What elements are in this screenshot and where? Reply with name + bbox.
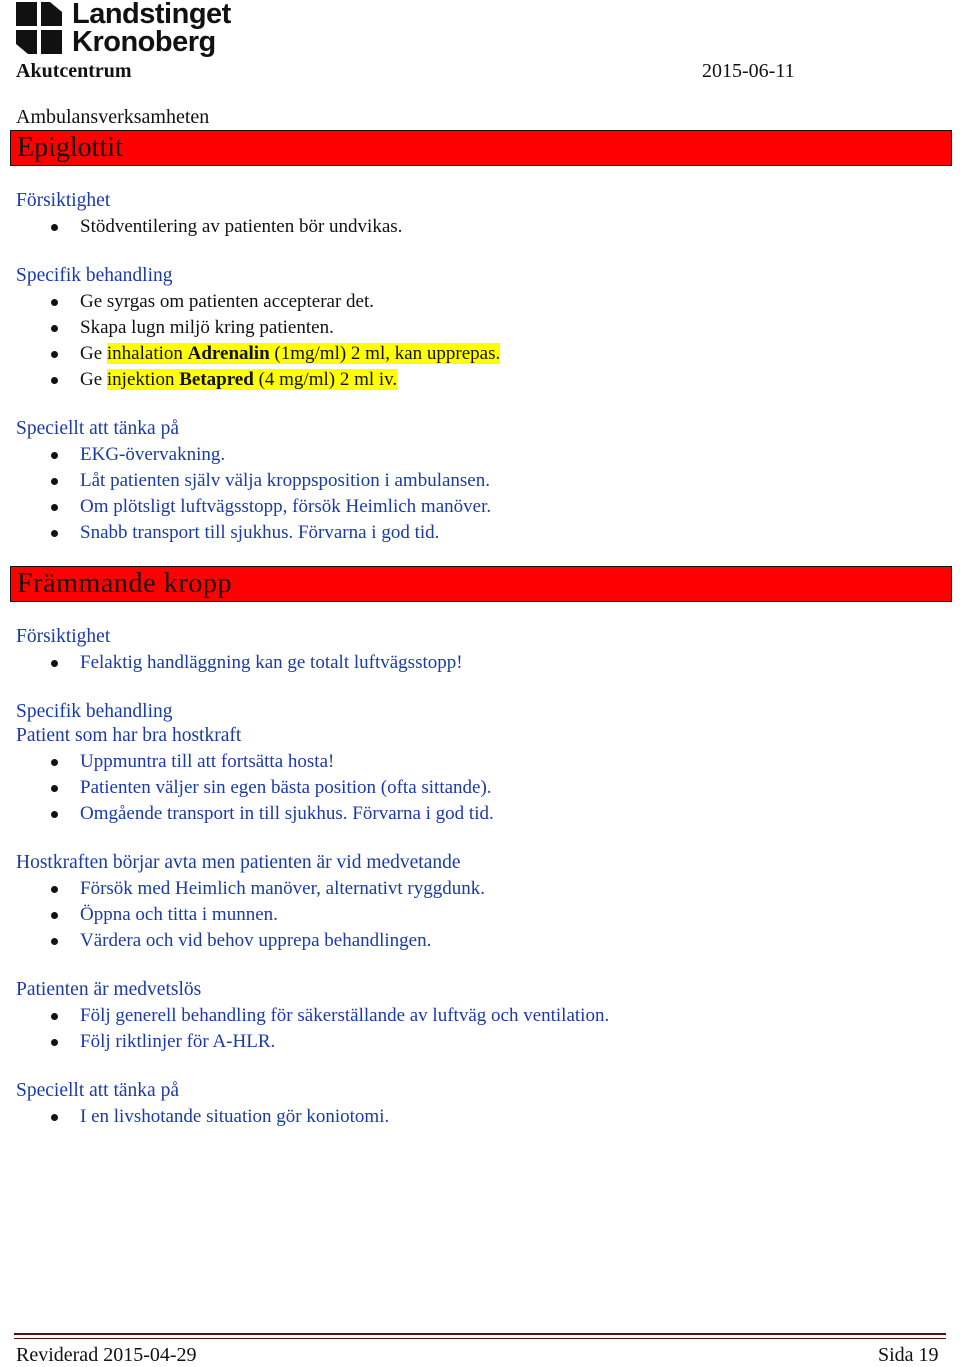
page-number: Sida 19 bbox=[878, 1344, 939, 1366]
list-item: Stödventilering av patienten bör undvikas. bbox=[80, 216, 403, 237]
footer-rule bbox=[14, 1333, 946, 1339]
revision-date: Reviderad 2015-04-29 bbox=[16, 1344, 197, 1366]
list-item: Öppna och titta i munnen. bbox=[80, 904, 278, 925]
list-item: Uppmuntra till att fortsätta hosta! bbox=[80, 751, 335, 772]
section-banner-foreign-body bbox=[10, 566, 952, 602]
section-title: Främmande kropp bbox=[17, 568, 233, 599]
list-item: Om plötsligt luftvägsstopp, försök Heimlich manöver. bbox=[80, 496, 492, 517]
list-item: Försök med Heimlich manöver, alternativt ryggdunk. bbox=[80, 878, 486, 899]
highlight bbox=[107, 369, 397, 390]
list-item: EKG-övervakning. bbox=[80, 444, 226, 465]
list-item: Värdera och vid behov upprepa behandlingen. bbox=[80, 930, 432, 951]
section-title: Epiglottit bbox=[17, 132, 123, 163]
list-item: Skapa lugn miljö kring patienten. bbox=[80, 317, 334, 338]
text: Ge bbox=[80, 343, 107, 364]
highlight bbox=[107, 343, 500, 364]
text: inhalation bbox=[106, 343, 188, 364]
list-item-adrenalin bbox=[80, 342, 500, 366]
consider-heading: Speciellt att tänka på bbox=[16, 418, 179, 439]
consider-heading: Speciellt att tänka på bbox=[16, 1080, 179, 1101]
unit-name: Akutcentrum bbox=[16, 60, 132, 82]
subheading-weak-cough: Hostkraften börjar avta men patienten är vid medvetande bbox=[16, 852, 461, 873]
list-item: Patienten väljer sin egen bästa position (ofta sittande). bbox=[80, 777, 492, 798]
text: (4 mg/ml) 2 ml iv. bbox=[253, 369, 398, 390]
section-banner-epiglottit bbox=[10, 130, 952, 166]
logo-grid-icon bbox=[16, 2, 64, 56]
list-item: Låt patienten själv välja kroppsposition i ambulansen. bbox=[80, 470, 490, 491]
treatment-heading: Specifik behandling bbox=[16, 701, 173, 722]
drug-name: Betapred bbox=[179, 369, 254, 390]
list-item: Följ riktlinjer för A-HLR. bbox=[80, 1031, 276, 1052]
list-item: Felaktig handläggning kan ge totalt luftvägsstopp! bbox=[80, 652, 463, 673]
landstinget-kronoberg-logo bbox=[16, 2, 236, 60]
list-item: Följ generell behandling för säkerställande av luftväg och ventilation. bbox=[80, 1005, 610, 1026]
text: Ge bbox=[80, 369, 107, 390]
list-item: Ge syrgas om patienten accepterar det. bbox=[80, 291, 375, 312]
caution-heading: Försiktighet bbox=[16, 190, 111, 211]
list-item: I en livshotande situation gör koniotomi. bbox=[80, 1106, 390, 1127]
text: (1mg/ml) 2 ml, kan upprepas. bbox=[269, 343, 501, 364]
list-item: Snabb transport till sjukhus. Förvarna i god tid. bbox=[80, 522, 440, 543]
logo-line-1: Landstinget bbox=[72, 0, 231, 30]
list-item: Omgående transport in till sjukhus. Förvarna i god tid. bbox=[80, 803, 494, 824]
treatment-heading: Specifik behandling bbox=[16, 265, 173, 286]
logo-line-2: Kronoberg bbox=[72, 26, 216, 58]
caution-heading: Försiktighet bbox=[16, 626, 111, 647]
logo-text bbox=[72, 0, 231, 56]
document-date: 2015-06-11 bbox=[702, 60, 795, 82]
department-name: Ambulansverksamheten bbox=[16, 106, 210, 128]
drug-name: Adrenalin bbox=[187, 343, 270, 364]
list-item-betapred bbox=[80, 368, 397, 392]
text: injektion bbox=[106, 369, 180, 390]
subheading-unconscious: Patienten är medvetslös bbox=[16, 979, 202, 1000]
subheading-good-cough: Patient som har bra hostkraft bbox=[16, 725, 242, 746]
